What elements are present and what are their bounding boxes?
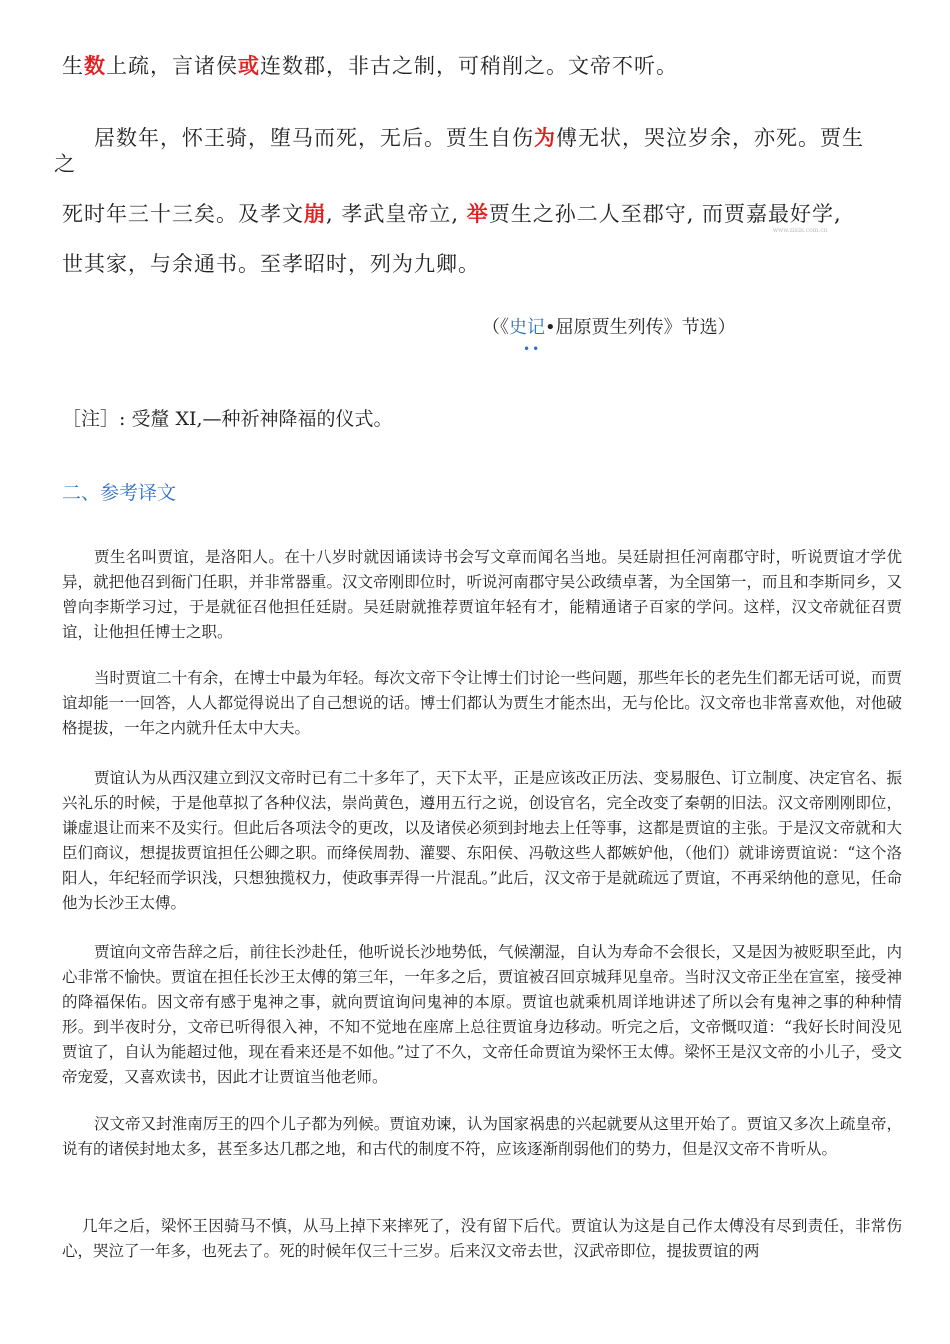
highlight-word: 崩 bbox=[304, 201, 326, 226]
paragraph: 当时贾谊二十有余，在博士中最为年轻。每次文帝下令让博士们讨论一些问题，那些年长的老先生们都无话可说，而贾谊却能一一回答，人人都觉得说出了自己想说的话。博士们都认为贾生才能杰出，无与伦比。汉文帝也非常喜欢他，对他破格提拔，一年之内就升任太中大夫。 bbox=[62, 669, 902, 737]
text-run: 死时年三十三矣。及孝文 bbox=[62, 202, 304, 226]
text-run: （《 bbox=[482, 317, 509, 338]
original-line-3 bbox=[62, 198, 842, 228]
text-run: 上疏，言诸侯 bbox=[106, 54, 238, 78]
section-title: 二、参考译文 bbox=[62, 482, 177, 504]
watermark: www.zixin.com.cn bbox=[773, 227, 828, 234]
paragraph: 几年之后，梁怀王因骑马不慎，从马上掉下来摔死了，没有留下后代。贾谊认为这是自己作太傅没有尽到责任，非常伤心，哭泣了一年多，也死去了。死的时候年仅三十三岁。后来汉文帝去世，汉武帝即位，提拔贾谊的两 bbox=[62, 1217, 902, 1260]
highlight-word: 或 bbox=[238, 53, 260, 78]
original-line-2 bbox=[94, 122, 864, 152]
emphasis-dots: •• bbox=[523, 342, 542, 356]
source-title: 史记 bbox=[509, 317, 545, 338]
text-run: 生 bbox=[62, 54, 84, 78]
text-run: 居数年，怀王骑，堕马而死，无后。贾生自伤 bbox=[94, 126, 534, 150]
paragraph: 汉文帝又封淮南厉王的四个儿子都为列候。贾谊劝谏，认为国家祸患的兴起就要从这里开始了。贾谊又多次上疏皇帝，说有的诸侯封地太多，甚至多达几郡之地，和古代的制度不符，应该逐渐削弱他们的势力，但是汉文帝不肯听从。 bbox=[62, 1115, 902, 1158]
footnote: ［注］: 受釐 XI,—种祈神降福的仪式。 bbox=[62, 408, 393, 430]
highlight-word: 数 bbox=[84, 53, 106, 78]
paragraph: 贾谊向文帝告辞之后，前往长沙赴任，他听说长沙地势低，气候潮湿，自认为寿命不会很长，又是因为被贬职至此，内心非常不愉快。贾谊在担任长沙王太傅的第三年，一年多之后，贾谊被召回京城拜见皇帝。当时汉文帝正坐在宣室，接受神的降福保佑。因文帝有感于鬼神之事，就向贾谊询问鬼神的本原。贾谊也就乘机周详地讲述了所以会有鬼神之事的种种情形。到半夜时分，文帝已听得很入神，不知不觉地在座席上总往贾谊身边移动。听完之后，文帝慨叹道：“我好长时间没见贾谊了，自认为能超过他，现在看来还是不如他。”过了不久，文帝任命贾谊为梁怀王太傅。梁怀王是汉文帝的小儿子，受文帝宠爱，又喜欢读书，因此才让贾谊当他老师。 bbox=[62, 943, 902, 1086]
original-line-1 bbox=[62, 50, 678, 80]
text-run: 贾生之孙二人至郡守, 而贾嘉最好学, bbox=[488, 202, 842, 226]
original-line-4: 世其家，与余通书。至孝昭时，列为九卿。 bbox=[62, 252, 480, 276]
text-run: 连数郡，非古之制，可稍削之。文帝不听。 bbox=[260, 54, 678, 78]
source-citation bbox=[482, 313, 736, 339]
paragraph: 贾谊认为从西汉建立到汉文帝时已有二十多年了，天下太平，正是应该改正历法、变易服色、订立制度、决定官名、振兴礼乐的时候，于是他草拟了各种仪法，崇尚黄色，遵用五行之说，创设官名，完全改变了秦朝的旧法。汉文帝刚刚即位，谦虚退让而来不及实行。但此后各项法令的更改，以及诸侯必须到封地去上任等事，这都是贾谊的主张。于是汉文帝就和大臣们商议，想提拔贾谊担任公卿之职。而绛侯周勃、灌婴、东阳侯、冯敬这些人都嫉妒他，（他们）就诽谤贾谊说：“这个洛阳人，年纪轻而学识浅，只想独揽权力，使政事弄得一片混乱。”此后，汉文帝于是就疏远了贾谊，不再采纳他的意见，任命他为长沙王太傅。 bbox=[62, 769, 902, 912]
text-run: •屈原贾生列传》节选） bbox=[545, 317, 736, 338]
highlight-word: 为 bbox=[534, 125, 556, 150]
paragraph: 贾生名叫贾谊，是洛阳人。在十八岁时就因诵读诗书会写文章而闻名当地。吴廷尉担任河南郡守时，听说贾谊才学优异，就把他召到衙门任职，并非常器重。汉文帝刚即位时，听说河南郡守吴公政绩卓著，为全国第一，而且和李斯同乡，又曾向李斯学习过，于是就征召他担任廷尉。吴廷尉就推荐贾谊年轻有才，能精通诸子百家的学问。这样，汉文帝就征召贾谊，让他担任博士之职。 bbox=[62, 548, 902, 641]
highlight-word: 举 bbox=[466, 201, 489, 226]
text-run: , 孝武皇帝立, bbox=[326, 202, 467, 226]
original-line-2-wrap: 之 bbox=[54, 152, 76, 176]
text-run: 傅无状，哭泣岁余，亦死。贾生 bbox=[556, 126, 864, 150]
